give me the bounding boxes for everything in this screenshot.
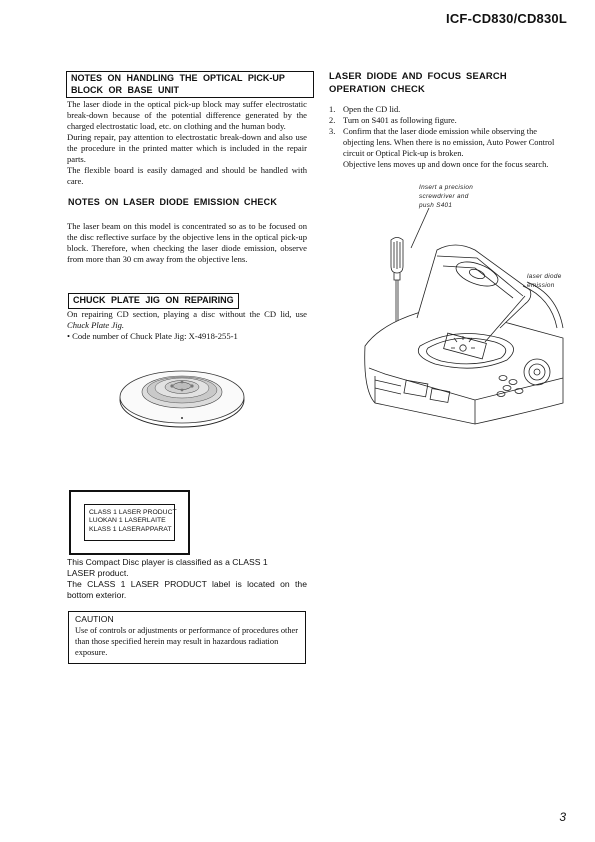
check-step: 2. Turn on S401 as following figure.	[329, 116, 457, 125]
classification-line-1: This Compact Disc player is classified as a CLASS 1	[67, 557, 268, 567]
laser-emission-body: The laser beam on this model is concentrated so as to be focused on the disc reflective surface by the objective lens in the optical pick-up block. Therefore, when checking the laser diode emission, observe from more than 30 cm away from the objective lens.	[67, 221, 307, 264]
laser-label-line-1: CLASS 1 LASER PRODUCT	[89, 509, 177, 516]
caution-title: CAUTION	[75, 614, 114, 624]
caution-text: Use of controls or adjustments or performance of procedures other than those specified herein may result in hazardous radiation exposure.	[75, 626, 299, 657]
classification-line-3: The CLASS 1 LASER PRODUCT label is located on the bottom exterior.	[67, 579, 307, 600]
chuck-code-bullet: • Code number of Chuck Plate Jig: X-4918-255-1	[67, 331, 238, 341]
model-header: ICF-CD830/CD830L	[446, 11, 567, 26]
laser-label-line-2: LUOKAN 1 LASERLAITE	[89, 517, 166, 525]
laser-annotation-line-2: emission	[527, 282, 555, 289]
check-heading-line-1: LASER DIODE AND FOCUS SEARCH	[329, 70, 507, 81]
chuck-plate-heading: CHUCK PLATE JIG ON REPAIRING	[68, 293, 239, 309]
check-heading	[329, 69, 564, 95]
optical-paragraph-1: The laser diode in the optical pick-up block may suffer electrostatic break-down because of the potential difference generated by the charged electrostatic load, etc. on clothing and the human body.	[67, 99, 307, 131]
chuck-plate-jig-illustration	[118, 367, 246, 429]
laser-product-label	[69, 490, 190, 555]
cd-player-illustration	[325, 178, 565, 448]
optical-paragraph-2: During repair, pay attention to electrostatic break-down and also use the procedure in the printed matter which is included in the repair parts.	[67, 132, 307, 164]
screwdriver-annotation-line-3: push S401	[419, 202, 453, 209]
screwdriver-annotation-line-1: Insert a precision	[419, 184, 474, 191]
chuck-plate-body	[67, 309, 307, 342]
optical-notes-heading: NOTES ON HANDLING THE OPTICAL PICK-UP BLOCK OR BASE UNIT	[66, 71, 314, 98]
laser-annotation-line-1: laser diode	[527, 273, 562, 280]
page-number: 3	[559, 810, 566, 824]
check-step-note: Objective lens moves up and down once for the focus search.	[343, 160, 549, 169]
laser-emission-annotation	[527, 272, 562, 290]
check-steps	[329, 104, 569, 170]
caution-box	[68, 611, 306, 664]
check-step: 1. Open the CD lid.	[329, 105, 401, 114]
screwdriver-annotation-line-2: screwdriver and	[419, 193, 469, 200]
check-heading-line-2: OPERATION CHECK	[329, 83, 425, 94]
chuck-text: On repairing CD section, playing a disc without the CD lid, use	[67, 309, 307, 319]
optical-notes-body	[67, 99, 307, 187]
optical-paragraph-3: The flexible board is easily damaged and should be handled with care.	[67, 165, 307, 186]
screwdriver-annotation	[419, 183, 473, 210]
classification-text	[67, 557, 307, 601]
laser-emission-heading: NOTES ON LASER DIODE EMISSION CHECK	[68, 197, 278, 207]
chuck-jig-name: Chuck Plate Jig.	[67, 320, 125, 330]
classification-line-2: LASER product.	[67, 568, 129, 578]
laser-label-line-3: KLASS 1 LASERAPPARAT	[89, 525, 172, 533]
check-step: 3. Confirm that the laser diode emission while observing the objecting lens. When there is no emission, Auto Power Control circuit or Optical Pick-up is broken.	[329, 127, 555, 158]
